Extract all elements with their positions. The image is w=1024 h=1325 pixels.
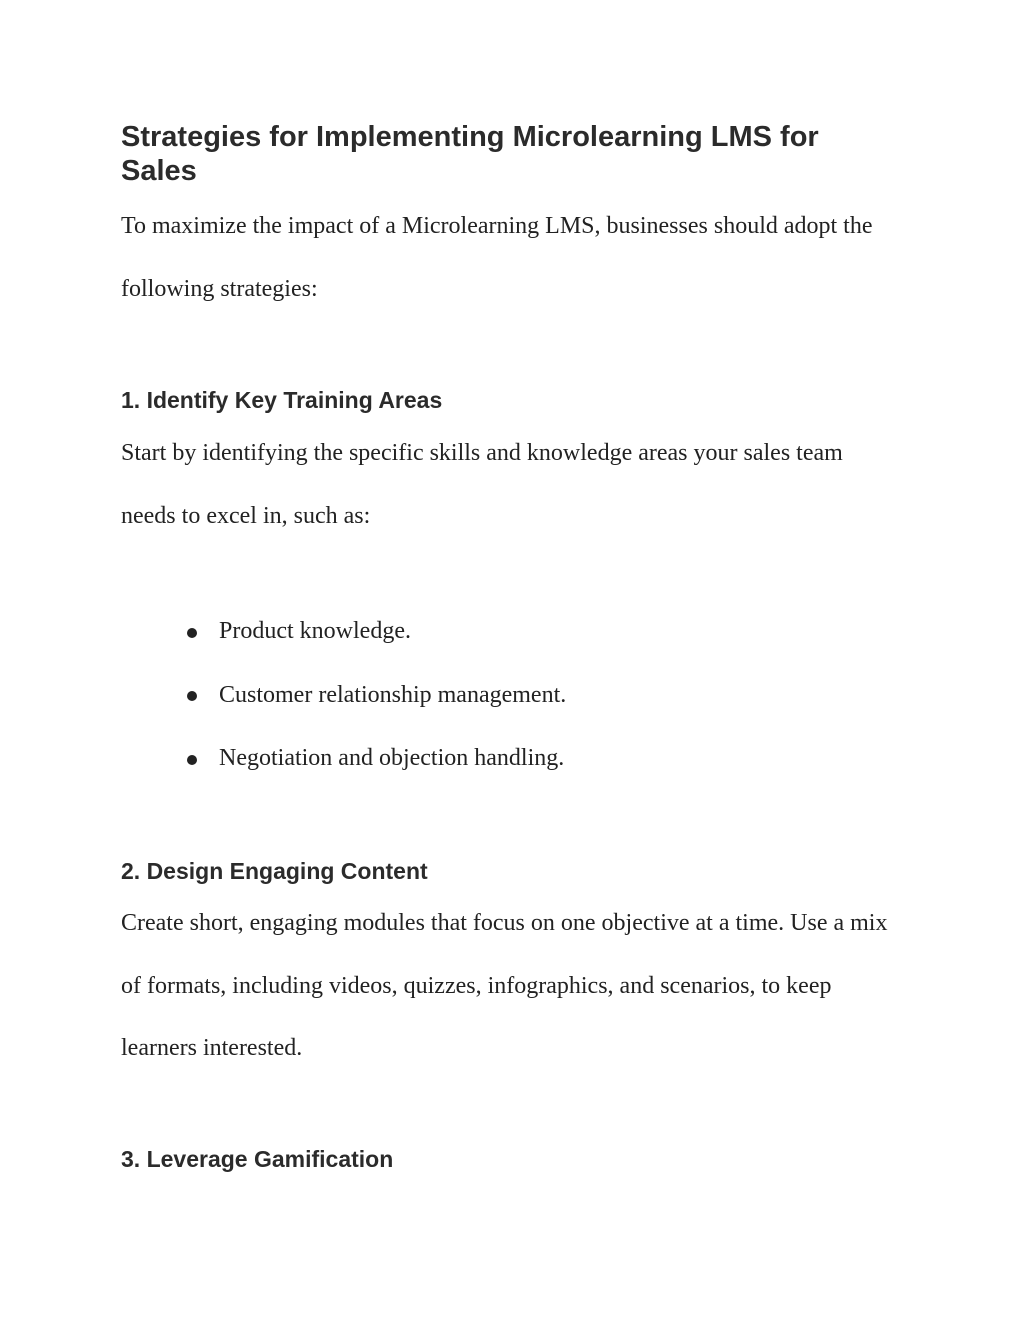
list-item-text: Product knowledge. xyxy=(219,618,411,645)
list-item xyxy=(187,600,566,664)
section-body-identify-training-areas: Start by identifying the specific skills and knowledge areas your sales team needs to excel in, such as: xyxy=(121,440,843,529)
bullet-icon xyxy=(187,628,197,638)
intro-paragraph: To maximize the impact of a Microlearning LMS, businesses should adopt the following strategies: xyxy=(121,213,873,302)
list-item-text: Customer relationship management. xyxy=(219,681,567,708)
section-heading-design-content: 2. Design Engaging Content xyxy=(121,858,428,884)
section-heading-identify-training-areas: 1. Identify Key Training Areas xyxy=(121,387,443,413)
page-title: Strategies for Implementing Microlearning LMS for Sales xyxy=(121,121,819,187)
section-heading-leverage-gamification: 3. Leverage Gamification xyxy=(121,1146,394,1172)
bullet-icon xyxy=(187,755,197,765)
list-item xyxy=(187,664,566,728)
section-body-design-content: Create short, engaging modules that focus on one objective at a time. Use a mix of formats, including videos, quizzes, infographics, and scenarios, to keep learners interested. xyxy=(121,910,888,1061)
training-areas-list xyxy=(187,600,566,791)
list-item-text: Negotiation and objection handling. xyxy=(219,745,565,772)
list-item xyxy=(187,727,566,791)
bullet-icon xyxy=(187,691,197,701)
